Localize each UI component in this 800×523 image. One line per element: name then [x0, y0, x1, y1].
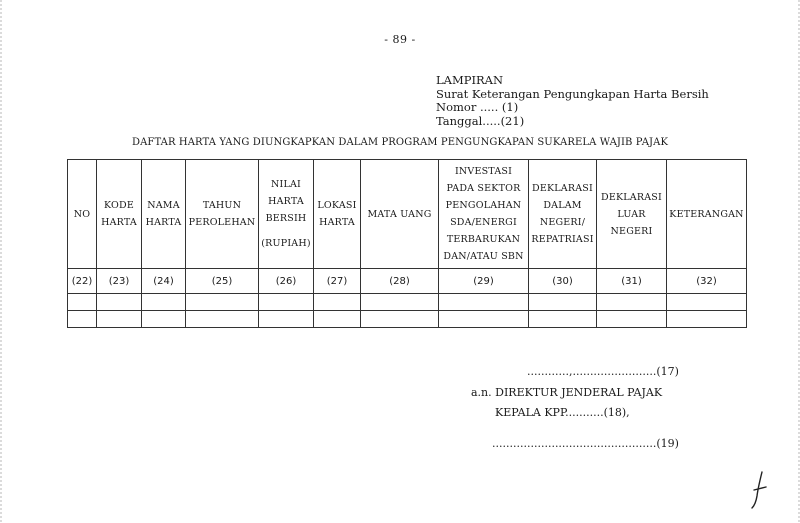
empty-cell: [597, 311, 667, 328]
col-number: (29): [439, 269, 529, 294]
empty-cell: [667, 311, 747, 328]
empty-cell: [667, 294, 747, 311]
empty-cell: [97, 294, 142, 311]
asset-table: [67, 159, 747, 328]
empty-cell: [186, 294, 259, 311]
table-title: DAFTAR HARTA YANG DIUNGKAPKAN DALAM PROGRAM PENGUNGKAPAN SUKARELA WAJIB PAJAK: [131, 137, 669, 148]
col-number: (28): [361, 269, 439, 294]
col-number: (31): [597, 269, 667, 294]
paraf-signature: [746, 470, 774, 510]
col-lokasi-harta: LOKASI HARTA: [314, 160, 361, 269]
column-number-row: [68, 269, 747, 294]
on-behalf-line: a.n. DIREKTUR JENDERAL PAJAK: [471, 386, 663, 399]
empty-cell: [97, 311, 142, 328]
empty-cell: [68, 311, 97, 328]
empty-cell: [439, 294, 529, 311]
col-deklarasi-dalam-negeri: DEKLARASI DALAM NEGERI/ REPATRIASI: [529, 160, 597, 269]
col-number: (23): [97, 269, 142, 294]
empty-cell: [361, 294, 439, 311]
empty-cell: [314, 311, 361, 328]
col-kode-harta: KODE HARTA: [97, 160, 142, 269]
empty-cell: [314, 294, 361, 311]
col-number: (27): [314, 269, 361, 294]
scan-edge-left: [0, 0, 2, 523]
empty-cell: [361, 311, 439, 328]
attachment-header: [436, 74, 709, 128]
table-row: [68, 311, 747, 328]
col-investasi: INVESTASI PADA SEKTOR PENGOLAHAN SDA/ENERGI TERBARUKAN DAN/ATAU SBN: [439, 160, 529, 269]
col-nilai-harta-bersih: NILAI HARTA BERSIH (RUPIAH): [259, 160, 314, 269]
place-date-line: ............,........................(17): [527, 365, 679, 378]
table-header-row: [68, 160, 747, 269]
col-number: (32): [667, 269, 747, 294]
col-number: (30): [529, 269, 597, 294]
empty-cell: [142, 294, 186, 311]
office-line: KEPALA KPP...........(18),: [495, 406, 630, 419]
col-number: (25): [186, 269, 259, 294]
attachment-label: LAMPIRAN: [436, 73, 504, 87]
empty-cell: [439, 311, 529, 328]
col-deklarasi-luar-negeri: DEKLARASI LUAR NEGERI: [597, 160, 667, 269]
col-number: (24): [142, 269, 186, 294]
col-mata-uang: MATA UANG: [361, 160, 439, 269]
letter-title: Surat Keterangan Pengungkapan Harta Bersih: [436, 86, 709, 101]
letter-number: Nomor ..... (1): [436, 100, 519, 114]
letter-date: Tanggal.....(21): [436, 113, 525, 128]
empty-cell: [259, 294, 314, 311]
col-tahun-perolehan: TAHUN PEROLEHAN: [186, 160, 259, 269]
col-nama-harta: NAMA HARTA: [142, 160, 186, 269]
col-number: (22): [68, 269, 97, 294]
col-keterangan: KETERANGAN: [667, 160, 747, 269]
empty-cell: [529, 311, 597, 328]
empty-cell: [597, 294, 667, 311]
col-number: (26): [259, 269, 314, 294]
empty-cell: [186, 311, 259, 328]
table-row: [68, 294, 747, 311]
empty-cell: [68, 294, 97, 311]
col-no: NO: [68, 160, 97, 269]
signatory-name-line: ...............................................(19): [492, 437, 679, 450]
empty-cell: [142, 311, 186, 328]
empty-cell: [259, 311, 314, 328]
empty-cell: [529, 294, 597, 311]
page-number: - 89 -: [384, 33, 416, 46]
